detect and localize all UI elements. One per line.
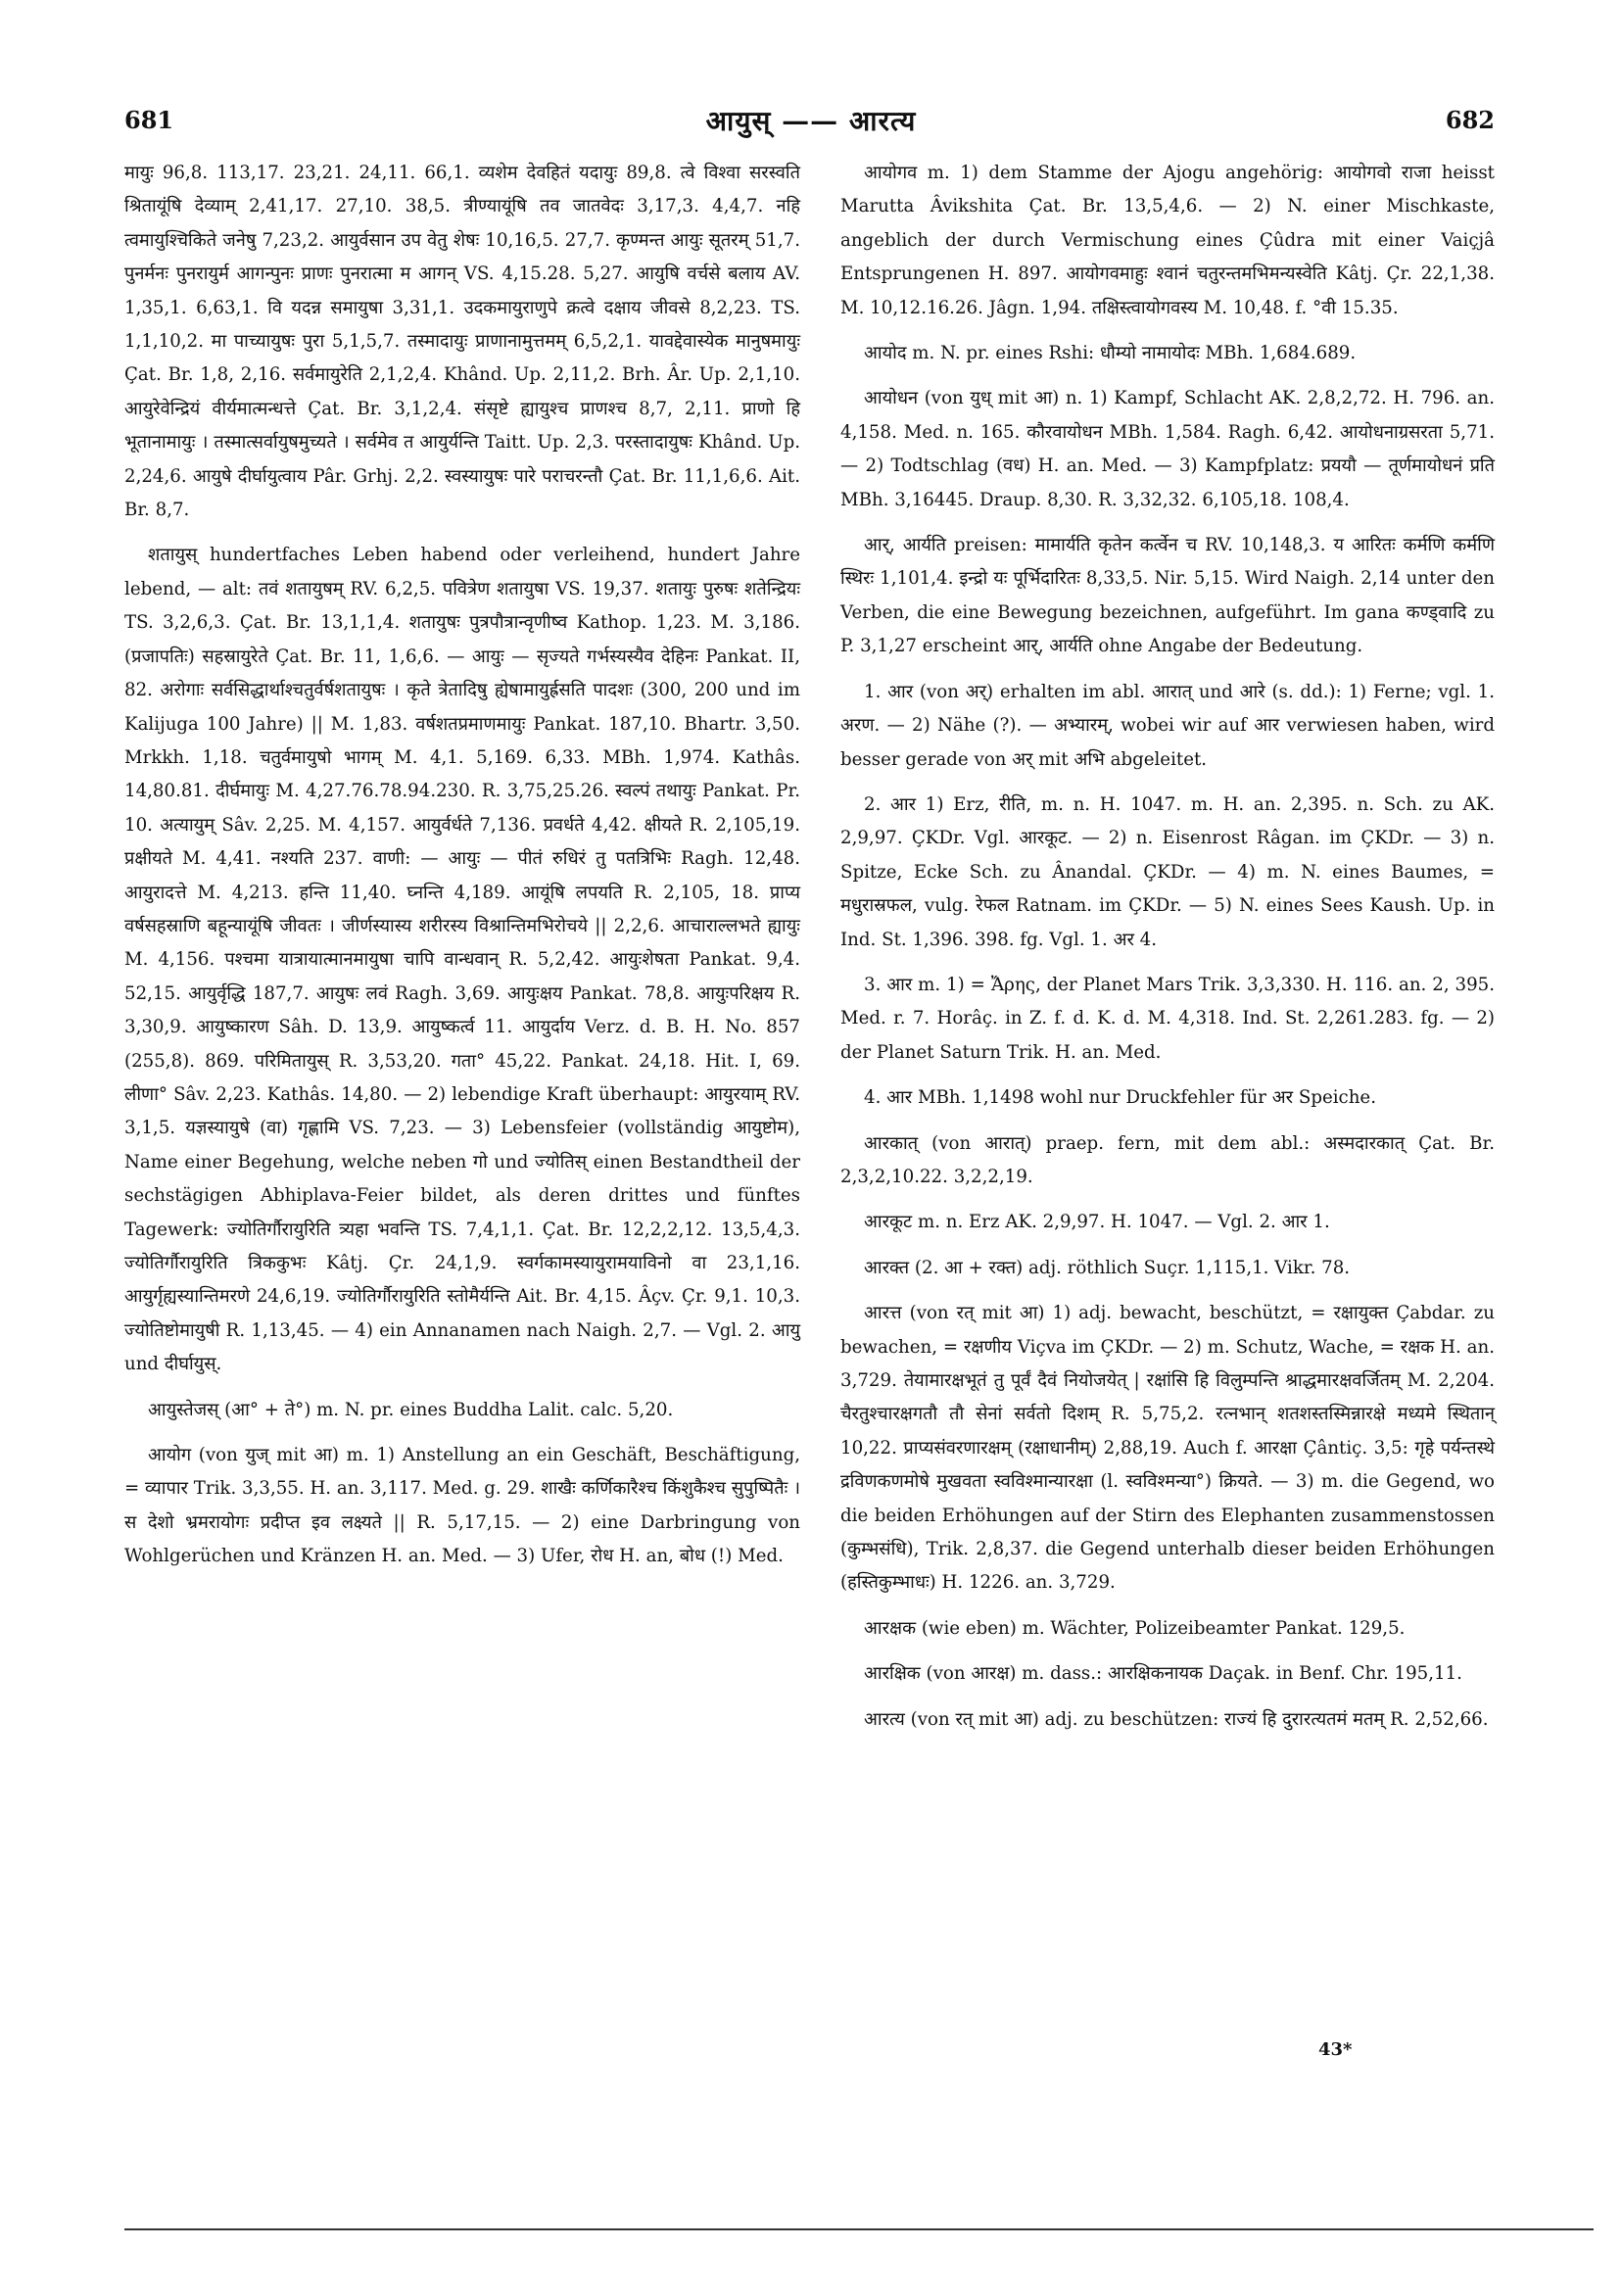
running-head: आयुस् —— आरत्य bbox=[705, 105, 917, 137]
signature-mark: 43* bbox=[1318, 2039, 1353, 2060]
page-number-right: 682 bbox=[1445, 106, 1495, 134]
dictionary-entry: मायुः 96,8. 113,17. 23,21. 24,11. 66,1. व्यशेम देवहितं यदायुः 89,8. त्वे विश्वा सरस्वति श्रितायूंषि देव्याम् 2,41,17. 27,10. 38,5. त्रीण्यायूंषि तव जातवेदः 3,17,3. 4,4,7. नहि त्वमायुश्चिकिते जनेषु 7,23,2. आयुर्वसान उप वेतु शेषः 10,16,5. 27,7. कृण्मन्त आयुः सूतरम् 51,7. पुनर्मनः पुनरायुर्म आगन्पुनः प्राणः पुनरात्मा म आगन् VS. 4,15.28. 5,27. आयुषि वर्चसे बलाय AV. 1,35,1. 6,63,1. वि यदन्न समायुषा 3,31,1. उदकमायुराणुपे क्रत्वे दक्षाय जीवसे 8,2,23. TS. 1,1,10,2. मा पाच्यायुषः पुरा 5,1,5,7. तस्मादायुः प्राणानामुत्तमम् 6,5,2,1. यावद्देवास्येक मानुषमायुः Çat. Br. 1,8, 2,16. सर्वमायुरेति 2,1,2,4. Khând. Up. 2,11,2. Brh. Âr. Up. 2,1,10. आयुरेवेन्द्रियं वीर्यमात्मन्धत्ते Çat. Br. 3,1,2,4. संसृष्टे ह्यायुश्च प्राणश्च 8,7, 2,11. प्राणो हि भूतानामायुः । तस्मात्सर्वायुषमुच्यते । सर्वमेव त आयुर्यन्ति Taitt. Up. 2,3. परस्तादायुषः Khând. Up. 2,24,6. आयुषे दीर्घायुत्वाय Pâr. Grhj. 2,2. स्वस्यायुषः पारे पराचरन्तौ Çat. Br. 11,1,6,6. Ait. Br. 8,7. bbox=[124, 163, 800, 521]
dictionary-entry: 2. आर 1) Erz, रीति, m. n. H. 1047. m. H. an. 2,395. n. Sch. zu AK. 2,9,97. ÇKDr. Vgl. आरकूट. — 2) n. Eisenrost Râgan. im ÇKDr. — 3) n. Spitze, Ecke Sch. zu Ânandal. ÇKDr. — 4) m. N. eines Baumes, = मधुरास्रफल, vulg. रेफल Ratnam. im ÇKDr. — 5) N. eines Sees Kaush. Up. in Ind. St. 1,396. 398. fg. Vgl. 1. अर 4. bbox=[840, 793, 1495, 950]
dictionary-entry: आयुस्तेजस् (आ° + ते°) m. N. pr. eines Buddha Lalit. calc. 5,20. bbox=[148, 1399, 674, 1420]
dictionary-entry: आरत्त (von रत् mit आ) 1) adj. bewacht, beschützt, = रक्षायुक्त Çabdar. zu bewachen, = रक्षणीय Viçva im ÇKDr. — 2) m. Schutz, Wache, = रक्षक H. an. 3,729. तेयामारक्षभूतं तु पूर्वं दैवं नियोजयेत् | रक्षांसि हि विलुम्पन्ति श्राद्धमारक्षवर्जितम् M. 2,204. चैरतुश्चारक्षगतौ तौ सेनां सर्वतो दिशम् R. 5,75,2. रत्नभान् शतशस्तस्मिन्नारक्षे मध्यमे स्थितान् 10,22. प्राप्यसंवरणारक्षम् (रक्षाधानीम्) 2,88,19. Auch f. आरक्षा Çântiç. 3,5: गृहे पर्यन्तस्थे द्रविणकणमोषे मुखवता स्वविश्मान्यारक्षा (l. स्वविश्मन्या°) क्रियते. — 3) m. die Gegend, wo die beiden Erhöhungen auf der Stirn des Elephanten zusammenstossen (कुम्भसंधि), Trik. 2,8,37. die Gegend unterhalb dieser beiden Erhöhungen (हस्तिकुम्भाधः) H. 1226. an. 3,729. bbox=[840, 1303, 1495, 1594]
dictionary-entry: आयोग (von युज् mit आ) m. 1) Anstellung an ein Geschäft, Beschäftigung, = व्यापार Trik. 3,3,55. H. an. 3,117. Med. g. 29. शाखैः कर्णिकारैश्च किंशुकैश्च सुपुष्पितैः । स देशो भ्रमरायोगः प्रदीप्त इव लक्ष्यते || R. 5,17,15. — 2) eine Darbringung von Wohlgerüchen und Kränzen H. an. Med. — 3) Ufer, रोध H. an, बोध (!) Med. bbox=[124, 1445, 800, 1567]
page-number-left: 681 bbox=[124, 106, 174, 134]
dictionary-entry: आयोद m. N. pr. eines Rshi: धौम्यो नामायोदः MBh. 1,684.689. bbox=[864, 343, 1357, 364]
dictionary-entry: आरकात् (von आरात्) praep. fern, mit dem abl.: अस्मदारकात् Çat. Br. 2,3,2,10.22. 3,2,2,19. bbox=[840, 1132, 1495, 1187]
dictionary-entry: आरकूट m. n. Erz AK. 2,9,97. H. 1047. — Vgl. 2. आर 1. bbox=[864, 1212, 1330, 1233]
dictionary-entry: आयोगव m. 1) dem Stamme der Ajogu angehörig: आयोगवो राजा heisst Marutta Âvikshita Çat. Br. 13,5,4,6. — 2) N. einer Mischkaste, angeblich der durch Vermischung eines Çûdra mit einer Vaiçjâ Entsprungenen H. 897. आयोगवमाहुः श्वानं चतुरन्तमभिमन्यस्वेति Kâtj. Çr. 22,1,38. M. 10,12.16.26. Jâgn. 1,94. तक्षिस्त्वायोगवस्य M. 10,48. f. °वी 15.35. bbox=[840, 163, 1495, 318]
dictionary-entry: 1. आर (von अर्) erhalten im abl. आरात् und आरे (s. dd.): 1) Ferne; vgl. 1. अरण. — 2) Nähe (?). — अभ्यारम्, wobei wir auf आर verwiesen haben, wird besser gerade von अर् mit अभि abgeleitet. bbox=[840, 681, 1495, 770]
dictionary-entry: आयोधन (von युध् mit आ) n. 1) Kampf, Schlacht AK. 2,8,2,72. H. 796. an. 4,158. Med. n. 165. कौरवायोधन MBh. 1,584. Ragh. 6,42. आयोधनाग्रसरता 5,71. — 2) Todtschlag (वध) H. an. Med. — 3) Kampfplatz: प्रययौ — तूर्णमायोधनं प्रति MBh. 3,16445. Draup. 8,30. R. 3,32,32. 6,105,18. 108,4. bbox=[840, 388, 1495, 510]
left-column bbox=[124, 157, 800, 1586]
bottom-rule bbox=[124, 2228, 1594, 2230]
dictionary-entry: आरक्षक (wie eben) m. Wächter, Polizeibeamter Pankat. 129,5. bbox=[864, 1617, 1406, 1639]
right-column bbox=[840, 157, 1495, 1748]
dictionary-entry: आरक्त (2. आ + रक्त) adj. röthlich Suçr. 1,115,1. Vikr. 78. bbox=[864, 1257, 1351, 1278]
dictionary-entry: आर्, आर्यति preisen: मामार्यति कृतेन कर्त्वेन च RV. 10,148,3. य आरितः कर्मणि कर्मणि स्थिरः 1,101,4. इन्द्रो यः पूर्भिदारितः 8,33,5. Nir. 5,15. Wird Naigh. 2,14 unter den Verben, die eine Bewegung bezeichnen, aufgeführt. Im gana कण्ड्वादि zu P. 3,1,27 erscheint आर्, आर्यति ohne Angabe der Bedeutung. bbox=[840, 535, 1495, 657]
dictionary-entry: 3. आर m. 1) = Ἄρης, der Planet Mars Trik. 3,3,330. H. 116. an. 2, 395. Med. r. 7. Horâç. in Z. f. d. K. d. M. 4,318. Ind. St. 2,261.283. fg. — 2) der Planet Saturn Trik. H. an. Med. bbox=[840, 974, 1495, 1063]
dictionary-entry: 4. आर MBh. 1,1498 wohl nur Druckfehler für अर Speiche. bbox=[864, 1087, 1376, 1109]
dictionary-entry: शतायुस् hundertfaches Leben habend oder verleihend, hundert Jahre lebend, — alt: तवं शतायुषम् RV. 6,2,5. पवित्रेण शतायुषा VS. 19,37. शतायुः पुरुषः शतेन्द्रियः TS. 3,2,6,3. Çat. Br. 13,1,1,4. शतायुषः पुत्रपौत्रान्वृणीष्व Kathop. 1,23. M. 3,186. (प्रजापतिः) सहस्रायुरेते Çat. Br. 11, 1,6,6. — आयुः — सृज्यते गर्भस्यस्यैव देहिनः Pankat. II, 82. अरोगाः सर्वसिद्धार्थाश्चतुर्वर्षशतायुषः । कृते त्रेतादिषु ह्येषामायुर्ह्रसति पादशः (300, 200 und im Kalijuga 100 Jahre) || M. 1,83. वर्षशतप्रमाणमायुः Pankat. 187,10. Bhartr. 3,50. Mrkkh. 1,18. चतुर्वमायुषो भागम् M. 4,1. 5,169. 6,33. MBh. 1,974. Kathâs. 14,80.81. दीर्घमायुः M. 4,27.76.78.94.230. R. 3,75,25.26. स्वल्पं तथायुः Pankat. Pr. 10. अत्यायुम् Sâv. 2,25. M. 4,157. आयुर्वर्धते 7,136. प्रवर्धते 4,42. क्षीयते R. 2,105,19. प्रक्षीयते M. 4,41. नश्यति 237. वाणी: — आयुः — पीतं रुधिरं तु पतत्रिभिः Ragh. 12,48. आयुरादत्ते M. 4,213. हन्ति 11,40. घ्नन्ति 4,189. आयूंषि लपयति R. 2,105, 18. प्राप्य वर्षसहस्राणि बहून्यायूंषि जीवतः । जीर्णस्यास्य शरीरस्य विश्रान्तिमभिरोचये || 2,2,6. आचाराल्लभते ह्यायुः M. 4,156. पश्चमा यात्रायात्मानमायुषा चापि वान्धवान् R. 5,2,42. आयुःशेषता Pankat. 9,4. 52,15. आयुर्वृद्धि 187,7. आयुषः लवं Ragh. 3,69. आयुःक्षय Pankat. 78,8. आयुःपरिक्षय R. 3,30,9. आयुष्कारण Sâh. D. 13,9. आयुष्कर्त्व 11. आयुर्दाय Verz. d. B. H. No. 857 (255,8). 869. परिमितायुस् R. 3,53,20. गता° 45,22. Pankat. 24,18. Hit. I, 69. लीणा° Sâv. 2,23. Kathâs. 14,80. — 2) lebendige Kraft überhaupt: आयुरयाम् RV. 3,1,5. यज्ञस्यायुषे (वा) गृह्णामि VS. 7,23. — 3) Lebensfeier (vollständig आयुष्टोम), Name einer Begehung, welche neben गो und ज्योतिस् einen Bestandtheil der sechstägigen Abhiplava-Feier bildet, als deren drittes und fünftes Tagewerk: ज्योतिर्गौरायुरिति त्र्यहा भवन्ति TS. 7,4,1,1. Çat. Br. 12,2,2,12. 13,5,4,3. ज्योतिर्गौरायुरिति त्रिककुभः Kâtj. Çr. 24,1,9. स्वर्गकामस्यायुरामयाविनो वा 23,1,16. आयुर्गृह्यस्यान्तिमरणे 24,6,19. ज्योतिर्गौरायुरिति स्तोमैर्यन्ति Ait. Br. 4,15. Âçv. Çr. 9,1. 10,3. ज्योतिष्टोमायुषी R. 1,13,45. — 4) ein Annanamen nach Naigh. 2,7. — Vgl. 2. आयु und दीर्घायुस्. bbox=[124, 545, 800, 1375]
dictionary-entry: आरक्षिक (von आरक्ष) m. dass.: आरक्षिकनायक Daçak. in Benf. Chr. 195,11. bbox=[864, 1663, 1462, 1685]
dictionary-entry: आरत्य (von रत् mit आ) adj. zu beschützen: राज्यं हि दुरारत्यतमं मतम् R. 2,52,66. bbox=[864, 1708, 1489, 1730]
